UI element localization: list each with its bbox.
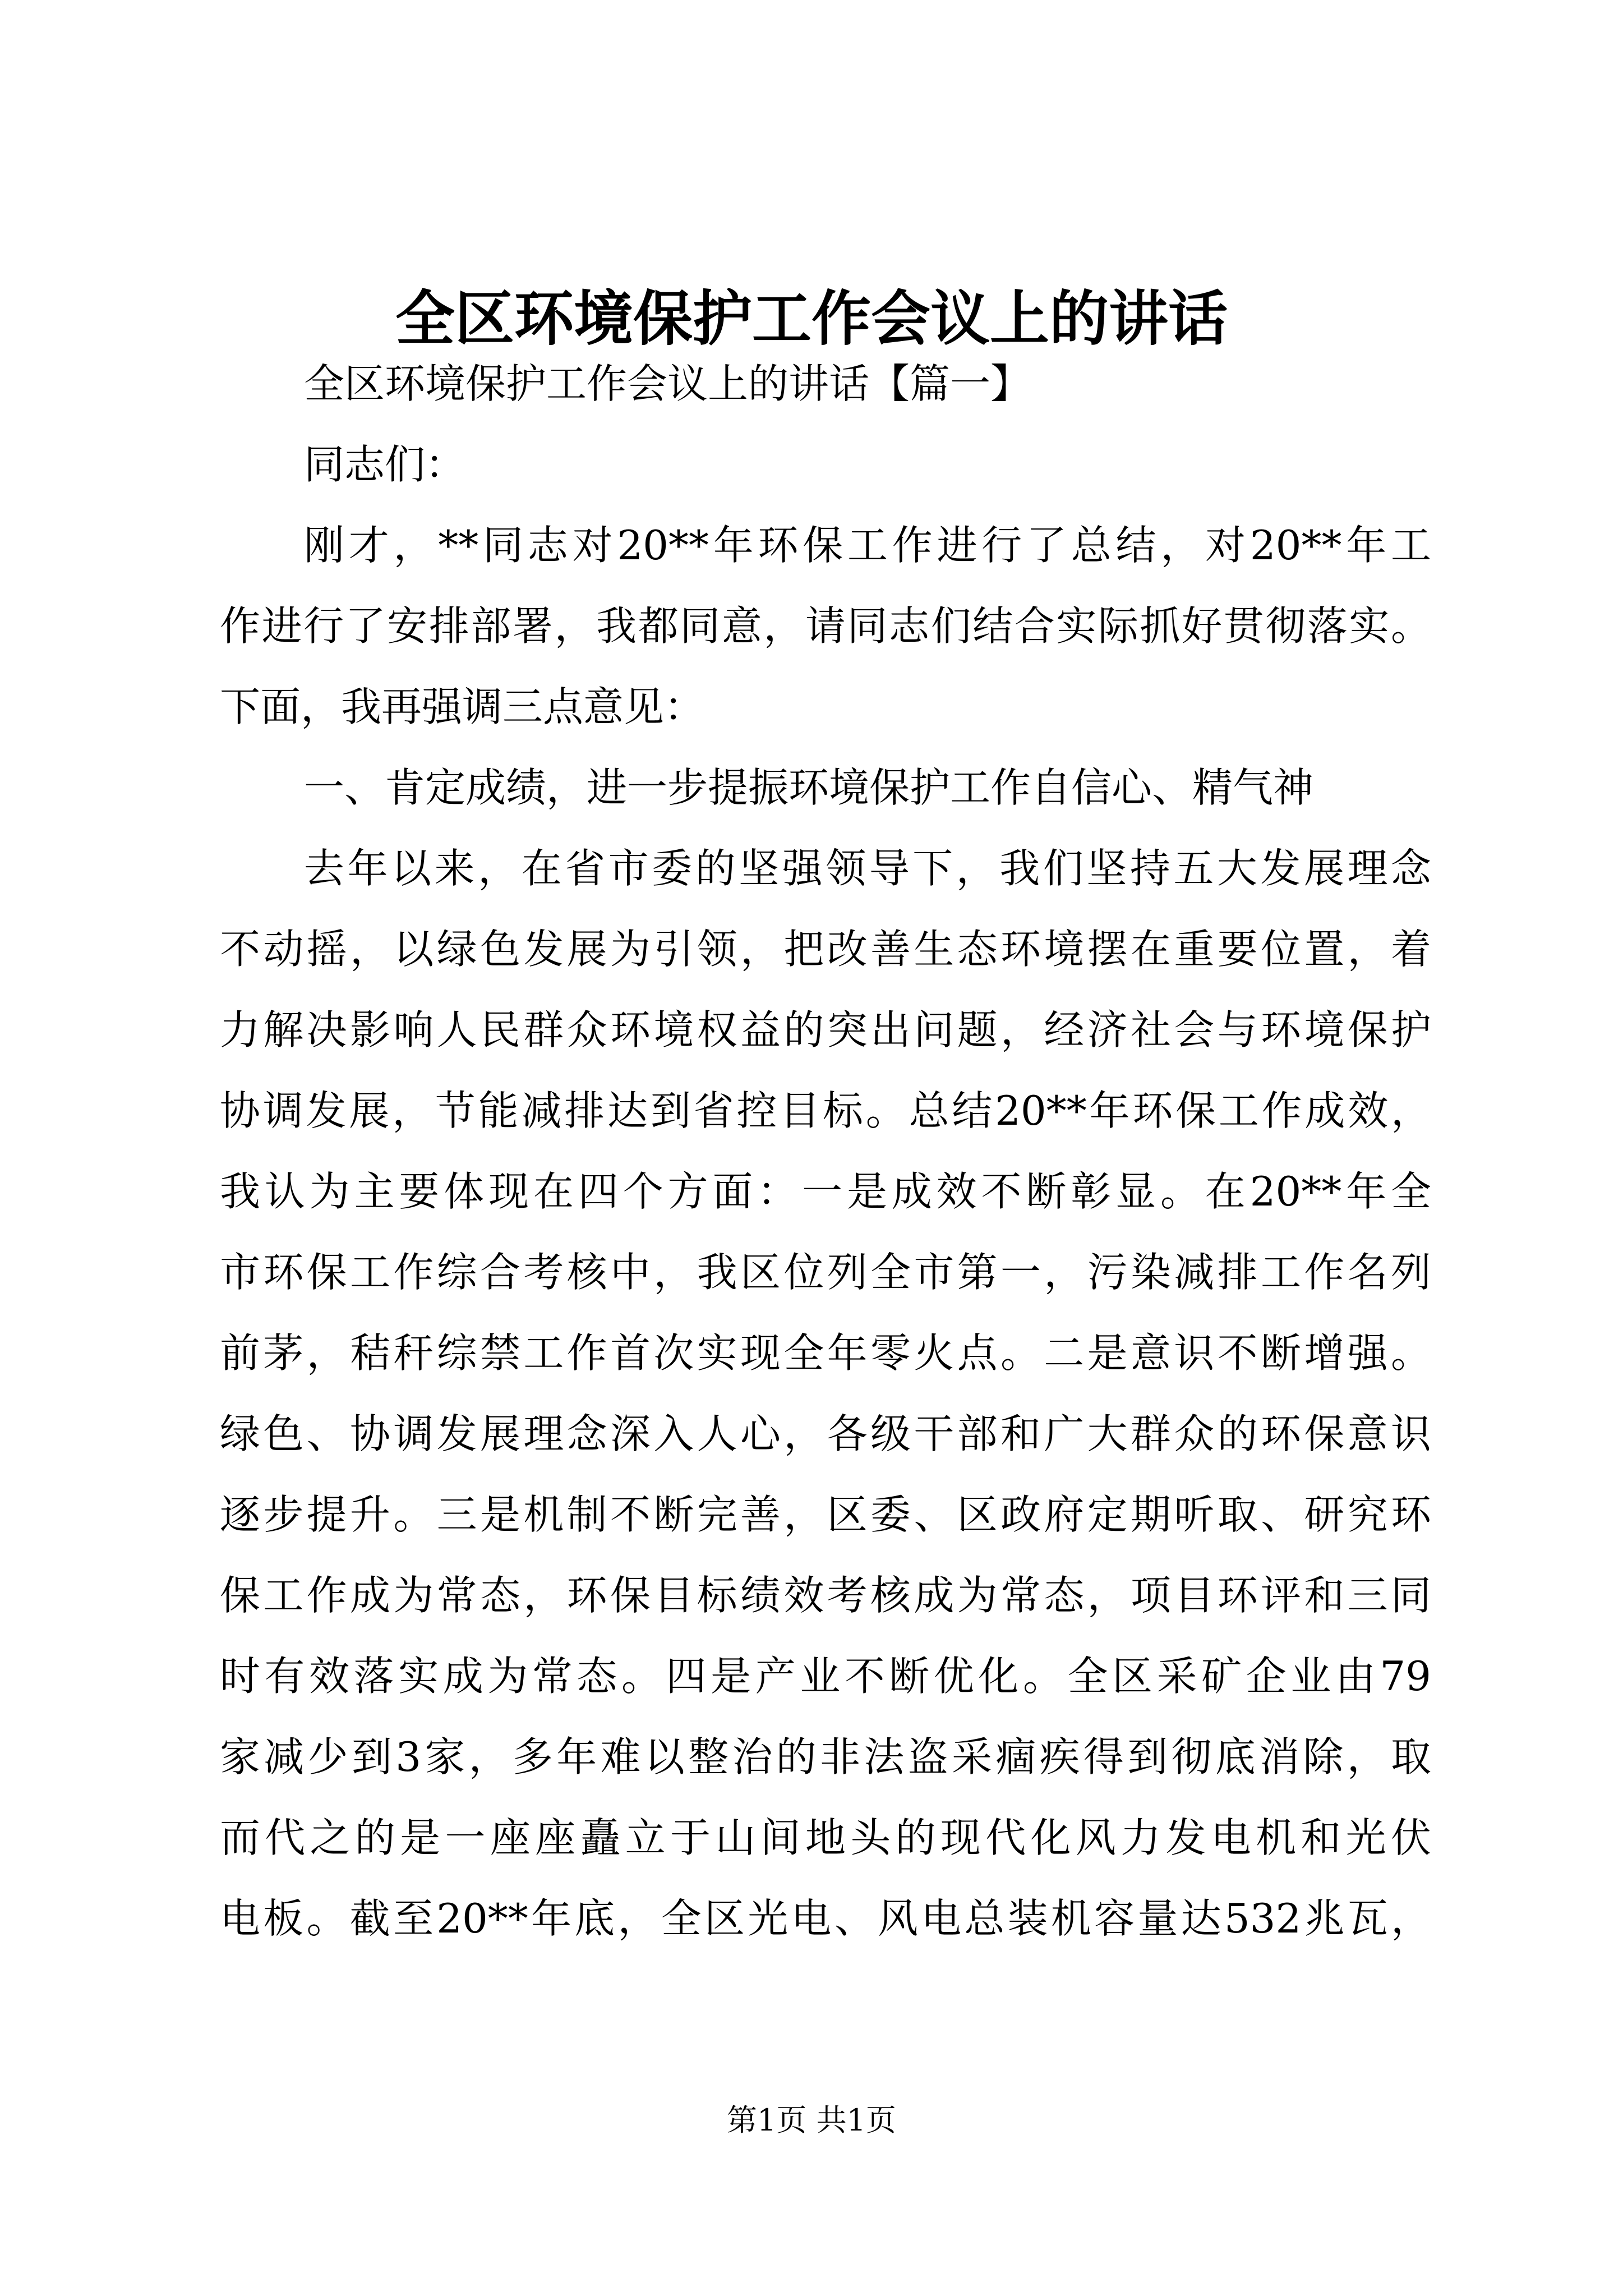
text-line: 力解决影响人民群众环境权益的突出问题，经济社会与环境保护: [220, 1006, 1431, 1053]
text-line: 全区环境保护工作会议上的讲话【篇一】: [304, 360, 1031, 407]
text-line: 去年以来，在省市委的坚强领导下，我们坚持五大发展理念: [304, 845, 1431, 892]
text-line: 下面，我再强调三点意见：: [220, 683, 705, 730]
text-line: 同志们：: [304, 441, 466, 488]
text-line: 保工作成为常态，环保目标绩效考核成为常态，项目环评和三同: [220, 1572, 1431, 1619]
document-title: 全区环境保护工作会议上的讲话: [395, 283, 1228, 353]
text-line: 绿色、协调发展理念深入人心，各级干部和广大群众的环保意识: [220, 1410, 1431, 1457]
text-line: 我认为主要体现在四个方面：一是成效不断彰显。在20**年全: [220, 1168, 1431, 1215]
text-line: 前茅，秸秆综禁工作首次实现全年零火点。二是意识不断增强。: [220, 1329, 1431, 1377]
text-line: 市环保工作综合考核中，我区位列全市第一，污染减排工作名列: [220, 1249, 1431, 1296]
text-line: 家减少到3家，多年难以整治的非法盗采痼疾得到彻底消除，取: [220, 1733, 1431, 1780]
text-line: 刚才，**同志对20**年环保工作进行了总结，对20**年工: [304, 522, 1431, 569]
text-line: 逐步提升。三是机制不断完善，区委、区政府定期听取、研究环: [220, 1491, 1431, 1538]
page-footer: 第1页 共1页: [727, 2102, 896, 2138]
text-line: 而代之的是一座座矗立于山间地头的现代化风力发电机和光伏: [220, 1814, 1431, 1861]
text-line: 时有效落实成为常态。四是产业不断优化。全区采矿企业由79: [220, 1653, 1431, 1700]
document-body: [220, 343, 1431, 1959]
text-line: 协调发展，节能减排达到省控目标。总结20**年环保工作成效，: [220, 1087, 1431, 1134]
text-line: 一、肯定成绩，进一步提振环境保护工作自信心、精气神: [304, 764, 1314, 811]
text-line: 电板。截至20**年底，全区光电、风电总装机容量达532兆瓦，: [220, 1895, 1431, 1942]
text-line: 作进行了安排部署，我都同意，请同志们结合实际抓好贯彻落实。: [220, 602, 1431, 650]
text-line: 不动摇，以绿色发展为引领，把改善生态环境摆在重要位置，着: [220, 926, 1431, 973]
